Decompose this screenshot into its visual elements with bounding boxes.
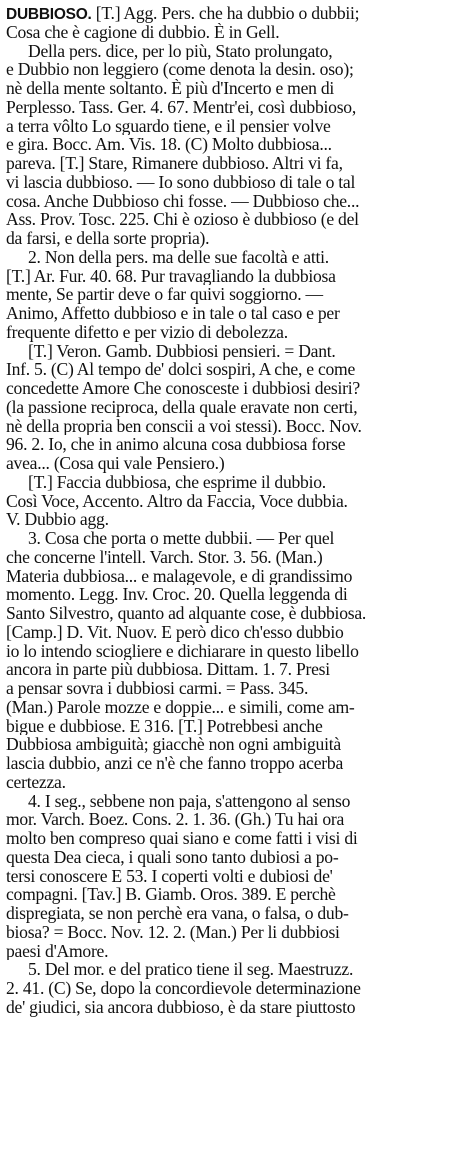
entry-text-line: mente, Se partir deve o far quivi soggiorno. — — [6, 285, 323, 304]
entry-text-line: Dubbiosa ambiguità; giacchè non ogni ambiguità — [6, 735, 341, 754]
entry-text-line: 4. I seg., sebbene non paja, s'attengono al senso — [28, 791, 351, 811]
entry-text-line: [T.] Ar. Fur. 40. 68. Pur travagliando la dubbiosa — [6, 266, 336, 286]
entry-text-line: lascia dubbio, anzi ce n'è che fanno troppo acerba — [6, 754, 344, 773]
entry-headword-line: DUBBIOSO. [T.] Agg. Pers. che ha dubbio o dubbii; — [6, 4, 360, 23]
entry-text-line: [T.] Faccia dubbiosa, che esprime il dubbio. — [28, 472, 326, 492]
entry-text-line: questa Dea cieca, i quali sono tanto dubiosi a po- — [6, 847, 339, 867]
entry-text-line: da farsi, e della sorte propria). — [6, 229, 210, 248]
entry-text-line: Inf. 5. (C) Al tempo de' dolci sospiri, A che, e come — [6, 360, 356, 379]
entry-text-line: (la passione reciproca, della quale eravate non certi, — [6, 397, 358, 417]
entry-text-line: Materia dubbiosa... e malagevole, e di grandissimo — [6, 566, 353, 586]
entry-text-line: mor. Varch. Boez. Cons. 2. 1. 36. (Gh.) Tu hai ora — [6, 810, 345, 829]
entry-text-line: concedette Amore Che conosceste i dubbiosi desiri? — [6, 379, 360, 398]
entry-text-line: Perplesso. Tass. Ger. 4. 67. Mentr'ei, così dubbioso, — [6, 97, 356, 117]
entry-text-line: (Man.) Parole mozze e doppie... e simili, come am- — [6, 697, 355, 717]
entry-text-line: a terra vôlto Lo sguardo tiene, e il pensier volve — [6, 116, 331, 136]
entry-text-line: bigue e dubbiose. E 316. [T.] Potrebbesi anche — [6, 716, 323, 736]
entry-text-line: cosa. Anche Dubbioso chi fosse. — Dubbioso che... — [6, 191, 360, 211]
entry-text-line: Santo Silvestro, quanto ad alquante cose, è dubbiosa. — [6, 604, 367, 623]
dictionary-entry-dubbioso — [6, 4, 464, 1017]
entry-text-line: Animo, Affetto dubbioso e in tale o tal caso e per — [6, 304, 340, 323]
entry-text-line: Cosa che è cagione di dubbio. È in Gell. — [6, 22, 280, 42]
entry-text-line: Così Voce, Accento. Altro da Faccia, Voce dubbia. — [6, 491, 348, 511]
entry-text-line: nè della mente soltanto. È più d'Incerto e men di — [6, 79, 335, 98]
entry-text-line: compagni. [Tav.] B. Giamb. Oros. 389. E perchè — [6, 885, 336, 904]
entry-text-line: avea... (Cosa qui vale Pensiero.) — [6, 454, 225, 473]
entry-text-line: 3. Cosa che porta o mette dubbii. — Per quel — [28, 529, 335, 548]
entry-text-line: e gira. Bocc. Am. Vis. 18. (C) Molto dubbiosa... — [6, 135, 332, 154]
entry-text-line: biosa? = Bocc. Nov. 12. 2. (Man.) Per li dubbiosi — [6, 922, 340, 942]
entry-text-line: 2. Non della pers. ma delle sue facoltà e atti. — [28, 247, 329, 267]
entry-text-line: dispregiata, se non perchè era vana, o falsa, o dub- — [6, 904, 349, 923]
entry-text-line: V. Dubbio agg. — [6, 510, 109, 529]
entry-text-line: e Dubbio non leggiero (come denota la desin. oso); — [6, 60, 354, 79]
entry-text-line: pareva. [T.] Stare, Rimanere dubbioso. Altri vi fa, — [6, 154, 343, 173]
entry-text-line: Ass. Prov. Tosc. 225. Chi è ozioso è dubbioso (e del — [6, 210, 359, 229]
entry-text-line: tersi conoscere E 53. I coperti volti e dubiosi de' — [6, 866, 333, 886]
headword: DUBBIOSO. — [6, 6, 92, 23]
entry-text-line: a pensar sovra i dubbiosi carmi. = Pass. 345. — [6, 679, 309, 698]
entry-text-line: Della pers. dice, per lo più, Stato prolungato, — [28, 41, 333, 61]
entry-text-line: de' giudici, sia ancora dubbioso, è da stare piuttosto — [6, 997, 356, 1017]
entry-text-line: frequente difetto e per vizio di debolezza. — [6, 322, 288, 342]
entry-text-line: 2. 41. (C) Se, dopo la concordievole determinazione — [6, 979, 361, 998]
entry-text-line: ancora in parte più dubbiosa. Dittam. 1. 7. Presi — [6, 660, 330, 679]
entry-text-line: 5. Del mor. e del pratico tiene il seg. Maestruzz. — [28, 960, 354, 979]
entry-text-line: [Camp.] D. Vit. Nuov. E però dico ch'esso dubbio — [6, 622, 344, 642]
entry-text-line: che concerne l'intell. Varch. Stor. 3. 56. (Man.) — [6, 547, 323, 567]
entry-text-line: io lo intendo sciogliere e dichiarare in questo libello — [6, 641, 359, 661]
entry-text-line: [T.] Veron. Gamb. Dubbiosi pensieri. = Dant. — [28, 341, 336, 361]
entry-text-line: 96. 2. Io, che in animo alcuna cosa dubbiosa forse — [6, 435, 346, 454]
entry-text-line: nè della propria ben conscii a voi stessi). Bocc. Nov. — [6, 416, 362, 436]
entry-text-line: paesi d'Amore. — [6, 941, 109, 961]
entry-text-line: molto ben compreso quai siano e come fatti i visi di — [6, 829, 358, 848]
entry-text-line: momento. Legg. Inv. Croc. 20. Quella leggenda di — [6, 585, 348, 604]
entry-text-line: vi lascia dubbioso. — Io sono dubbioso di tale o tal — [6, 172, 356, 192]
entry-text-line: certezza. — [6, 772, 66, 792]
